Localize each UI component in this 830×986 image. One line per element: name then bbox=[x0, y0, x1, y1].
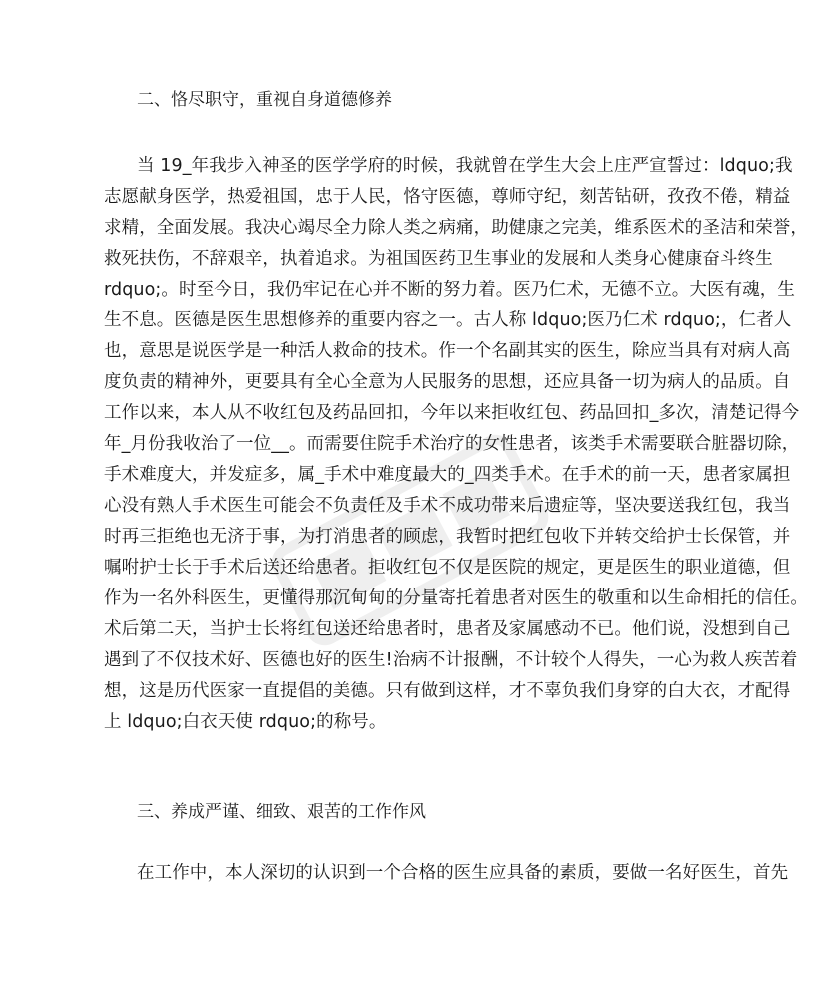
paragraph-line: 作为一名外科医生，更懂得那沉甸甸的分量寄托着患者对医生的敬重和以生命相托的信任。 bbox=[104, 588, 808, 609]
paragraph-line: 生不息。医德是医生思想修养的重要内容之一。古人称 ldquo;医乃仁术 rdquo;，仁者人 bbox=[104, 310, 792, 331]
paragraph-line: 嘱咐护士长于手术后送还给患者。拒收红包不仅是医院的规定，更是医生的职业道德，但 bbox=[104, 557, 791, 578]
paragraph-line: 年_月份我收治了一位__。而需要住院手术治疗的女性患者，该类手术需要联合脏器切除， bbox=[104, 434, 800, 455]
paragraph-line: 时再三拒绝也无济于事，为打消患者的顾虑，我暂时把红包收下并转交给护士长保管，并 bbox=[104, 526, 791, 547]
paragraph-line: 也，意思是说医学是一种活人救命的技术。作一个名副其实的医生，除应当具有对病人高 bbox=[104, 341, 791, 362]
section-2-paragraph bbox=[104, 151, 808, 738]
paragraph-line: 度负责的精神外，更要具有全心全意为人民服务的思想，还应具备一切为病人的品质。自 bbox=[104, 372, 791, 393]
paragraph-line: rdquo;。时至今日，我仍牢记在心并不断的努力着。医乃仁术，无德不立。大医有魂，生 bbox=[104, 279, 795, 300]
paragraph-line: 手术难度大，并发症多，属_手术中难度最大的_四类手术。在手术的前一天，患者家属担 bbox=[104, 464, 791, 485]
paragraph-line: 术后第二天，当护士长将红包送还给患者时，患者及家属感动不已。他们说，没想到自己 bbox=[104, 619, 791, 640]
paragraph-line: 救死扶伤，不辞艰辛，执着追求。为祖国医药卫生事业的发展和人类身心健康奋斗终生 bbox=[104, 248, 773, 269]
section-3-paragraph bbox=[104, 858, 789, 889]
paragraph-line: 心没有熟人手术医生可能会不负责任及手术不成功带来后遗症等，坚决要送我红包，我当 bbox=[104, 495, 791, 516]
paragraph-line: 当 19_年我步入神圣的医学学府的时候，我就曾在学生大会上庄严宣誓过：ldquo;我 bbox=[137, 156, 793, 176]
section-3-heading: 三、养成严谨、细致、艰苦的工作作风 bbox=[137, 802, 426, 822]
paragraph-line: 工作以来，本人从不收红包及药品回扣，今年以来拒收红包、药品回扣_多次，清楚记得今 bbox=[104, 403, 800, 424]
paragraph-line: 求精，全面发展。我决心竭尽全力除人类之病痛，助健康之完美，维系医术的圣洁和荣誉， bbox=[104, 217, 808, 238]
paragraph-line: 上 ldquo;白衣天使 rdquo;的称号。 bbox=[104, 712, 387, 733]
paragraph-line: 想，这是历代医家一直提倡的美德。只有做到这样，才不辜负我们身穿的白大衣，才配得 bbox=[104, 681, 791, 702]
paragraph-line: 在工作中，本人深切的认识到一个合格的医生应具备的素质，要做一名好医生，首先 bbox=[137, 863, 789, 883]
paragraph-line: 遇到了不仅技术好、医德也好的医生!治病不计报酬，不计较个人得失，一心为救人疾苦着 bbox=[104, 650, 798, 671]
paragraph-line: 志愿献身医学，热爱祖国，忠于人民，恪守医德，尊师守纪，刻苦钻研，孜孜不倦，精益 bbox=[104, 186, 791, 207]
section-2-heading: 二、恪尽职守，重视自身道德修养 bbox=[137, 90, 392, 110]
